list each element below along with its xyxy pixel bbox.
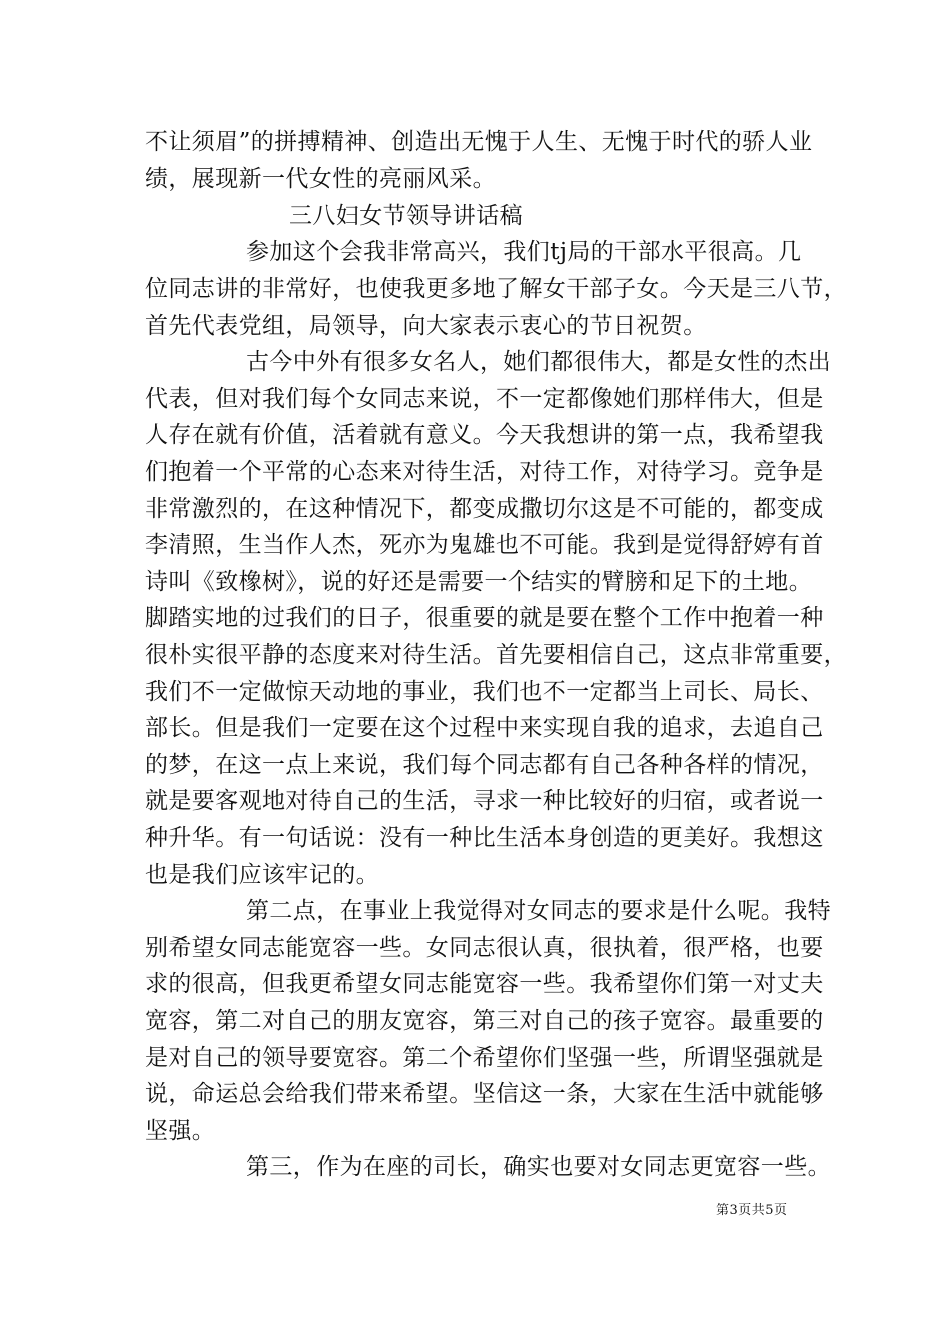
text-line: 人存在就有价值，活着就有意义。今天我想讲的第一点，我希望我 [145,422,824,448]
text-line: 参加这个会我非常高兴，我们tj局的干部水平很高。几 [246,239,802,265]
text-line: 第二点，在事业上我觉得对女同志的要求是什么呢。我特 [246,898,831,924]
text-line: 坚强。 [145,1118,216,1144]
text-line: 我们不一定做惊天动地的事业，我们也不一定都当上司长、局长、 [145,679,824,705]
text-line: 们抱着一个平常的心态来对待生活，对待工作，对待学习。竞争是 [145,459,824,485]
text-line: 非常激烈的，在这种情况下，都变成撒切尔这是不可能的，都变成 [145,496,824,522]
page-number: 第3页共5页 [716,1203,788,1218]
text-line: 的梦，在这一点上来说，我们每个同志都有自己各种各样的情况， [145,752,824,778]
text-line: 首先代表党组，局领导，向大家表示衷心的节日祝贺。 [145,313,707,339]
text-line: 第三，作为在座的司长，确实也要对女同志更宽容一些。 [246,1154,831,1180]
text-line: 诗叫《致橡树》，说的好还是需要一个结实的臂膀和足下的土地。 [145,569,813,595]
text-line: 就是要客观地对待自己的生活，寻求一种比较好的归宿，或者说一 [145,788,824,814]
text-line: 说，命运总会给我们带来希望。坚信这一条，大家在生活中就能够 [145,1081,824,1107]
text-line: 脚踏实地的过我们的日子，很重要的就是要在整个工作中抱着一种 [145,605,824,631]
text-line: 位同志讲的非常好，也使我更多地了解女干部子女。今天是三八节， [145,276,847,302]
text-line: 李清照，生当作人杰，死亦为鬼雄也不可能。我到是觉得舒婷有首 [145,532,824,558]
text-line: 古今中外有很多女名人，她们都很伟大，都是女性的杰出 [246,349,831,375]
text-line: 很朴实很平静的态度来对待生活。首先要相信自己，这点非常重要， [145,642,847,668]
text-line: 绩，展现新一代女性的亮丽风采。 [145,166,496,192]
text-line: 种升华。有一句话说：没有一种比生活本身创造的更美好。我想这 [145,825,824,851]
text-line: 求的很高，但我更希望女同志能宽容一些。我希望你们第一对丈夫 [145,971,824,997]
section-title: 三八妇女节领导讲话稿 [289,203,523,229]
text-line: 也是我们应该牢记的。 [145,862,379,888]
text-line: 别希望女同志能宽容一些。女同志很认真，很执着，很严格，也要 [145,935,824,961]
text-line: 部长。但是我们一定要在这个过程中来实现自我的追求，去追自己 [145,715,824,741]
text-line: 不让须眉”的拼搏精神、创造出无愧于人生、无愧于时代的骄人业 [145,129,813,155]
text-line: 是对自己的领导要宽容。第二个希望你们坚强一些，所谓坚强就是 [145,1045,824,1071]
text-line: 代表，但对我们每个女同志来说，不一定都像她们那样伟大，但是 [145,386,824,412]
text-line: 宽容，第二对自己的朋友宽容，第三对自己的孩子宽容。最重要的 [145,1008,824,1034]
